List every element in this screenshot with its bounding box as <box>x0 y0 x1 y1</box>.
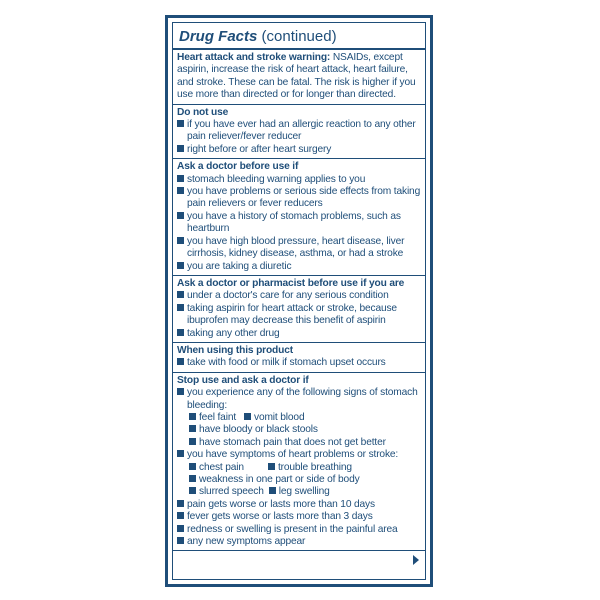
stop-use-section <box>173 373 425 552</box>
list-item <box>177 119 421 144</box>
item-text: you experience any of the following signs of stomach bleeding: <box>187 387 418 411</box>
list-item <box>177 303 421 328</box>
list-item <box>177 536 421 548</box>
bullet-icon <box>177 145 184 152</box>
item-text: right before or after heart surgery <box>187 143 332 155</box>
drug-facts-inner <box>172 22 426 580</box>
bullet-icon <box>177 388 184 395</box>
bullet-icon <box>244 413 251 420</box>
item-text: slurred speech <box>199 486 264 498</box>
list-item <box>177 186 421 211</box>
item-text: redness or swelling is present in the painful area <box>187 523 398 535</box>
bullet-icon <box>177 304 184 311</box>
item-text: chest pain <box>199 461 244 473</box>
item-text: have bloody or black stools <box>199 424 318 436</box>
ask-doctor-section <box>173 159 425 276</box>
list-item <box>177 357 421 369</box>
item-text: you have symptoms of heart problems or stroke: <box>187 449 399 461</box>
list-item <box>177 412 421 424</box>
do-not-use-section <box>173 105 425 160</box>
list-item <box>177 524 421 536</box>
ask-pharmacist-heading: Ask a doctor or pharmacist before use if you are <box>177 277 405 289</box>
ask-pharmacist-section <box>173 276 425 343</box>
list-item <box>177 462 421 474</box>
bullet-icon <box>177 500 184 507</box>
bullet-icon <box>177 120 184 127</box>
bullet-icon <box>189 487 196 494</box>
bullet-icon <box>177 237 184 244</box>
drug-facts-title <box>173 23 425 50</box>
bullet-icon <box>177 175 184 182</box>
bullet-icon <box>189 438 196 445</box>
ask-doctor-heading: Ask a doctor before use if <box>177 161 299 173</box>
list-item <box>177 261 421 273</box>
heart-warning-text: NSAIDs, except aspirin, increase the risk of heart attack, heart failure, and stroke. These can be fatal. The risk is higher if you use more than directed or for longer than directed. <box>177 52 416 101</box>
bullet-icon <box>269 487 276 494</box>
list-item <box>177 211 421 236</box>
list-item <box>177 387 421 412</box>
bullet-icon <box>189 463 196 470</box>
list-item <box>177 328 421 340</box>
item-text: any new symptoms appear <box>187 536 306 548</box>
item-text: take with food or milk if stomach upset occurs <box>187 357 386 369</box>
item-text: weakness in one part or side of body <box>199 474 360 485</box>
when-using-heading: When using this product <box>177 344 293 356</box>
item-text: if you have ever had an allergic reaction to any other pain reliever/fever reducer <box>187 119 416 143</box>
item-text: taking any other drug <box>187 327 280 339</box>
list-item <box>177 499 421 511</box>
drug-facts-panel <box>165 15 433 587</box>
item-text: you have problems or serious side effects from taking pain relievers or fever reducers <box>187 186 421 210</box>
bullet-icon <box>268 463 275 470</box>
bullet-icon <box>177 262 184 269</box>
item-text: taking aspirin for heart attack or stroke, because ibuprofen may decrease this benefit of aspirin <box>187 302 397 327</box>
bullet-icon <box>189 475 196 482</box>
item-text: vomit blood <box>254 411 305 423</box>
item-text: fever gets worse or lasts more than 3 days <box>187 511 373 523</box>
item-text: trouble breathing <box>277 461 352 473</box>
heart-warning-heading: Heart attack and stroke warning: <box>177 52 331 63</box>
when-using-section <box>173 343 425 373</box>
item-text: you are taking a diuretic <box>187 260 292 272</box>
title-rest: (continued) <box>257 28 337 45</box>
item-text: under a doctor's care for any serious condition <box>187 290 389 302</box>
title-bold: Drug Facts <box>179 28 258 45</box>
list-item <box>177 486 421 498</box>
list-item <box>177 511 421 523</box>
bullet-icon <box>177 358 184 365</box>
list-item <box>177 290 421 302</box>
item-text: you have high blood pressure, heart disease, liver cirrhosis, kidney disease, asthma, or had a stroke <box>187 235 405 260</box>
bullet-icon <box>189 425 196 432</box>
bullet-icon <box>177 450 184 457</box>
bullet-icon <box>177 329 184 336</box>
bullet-icon <box>177 537 184 544</box>
do-not-use-heading: Do not use <box>177 106 229 118</box>
bullet-icon <box>177 525 184 532</box>
item-text: have stomach pain that does not get better <box>199 436 386 448</box>
bullet-icon <box>177 187 184 194</box>
heart-warning-section <box>173 50 425 105</box>
list-item <box>177 449 421 461</box>
stop-use-heading: Stop use and ask a doctor if <box>177 374 309 386</box>
list-item <box>177 174 421 186</box>
list-item <box>177 437 421 449</box>
item-text: you have a history of stomach problems, such as heartburn <box>187 210 401 235</box>
continue-arrow-icon <box>413 555 419 565</box>
list-item <box>177 236 421 261</box>
item-text: feel faint <box>199 411 237 423</box>
list-item <box>177 424 421 436</box>
item-text: pain gets worse or lasts more than 10 days <box>187 498 375 510</box>
item-text: stomach bleeding warning applies to you <box>187 173 366 185</box>
list-item <box>177 144 421 156</box>
bullet-icon <box>177 512 184 519</box>
item-text: leg swelling <box>278 486 330 498</box>
bullet-icon <box>177 291 184 298</box>
list-item <box>177 474 421 486</box>
bullet-icon <box>189 413 196 420</box>
bullet-icon <box>177 212 184 219</box>
